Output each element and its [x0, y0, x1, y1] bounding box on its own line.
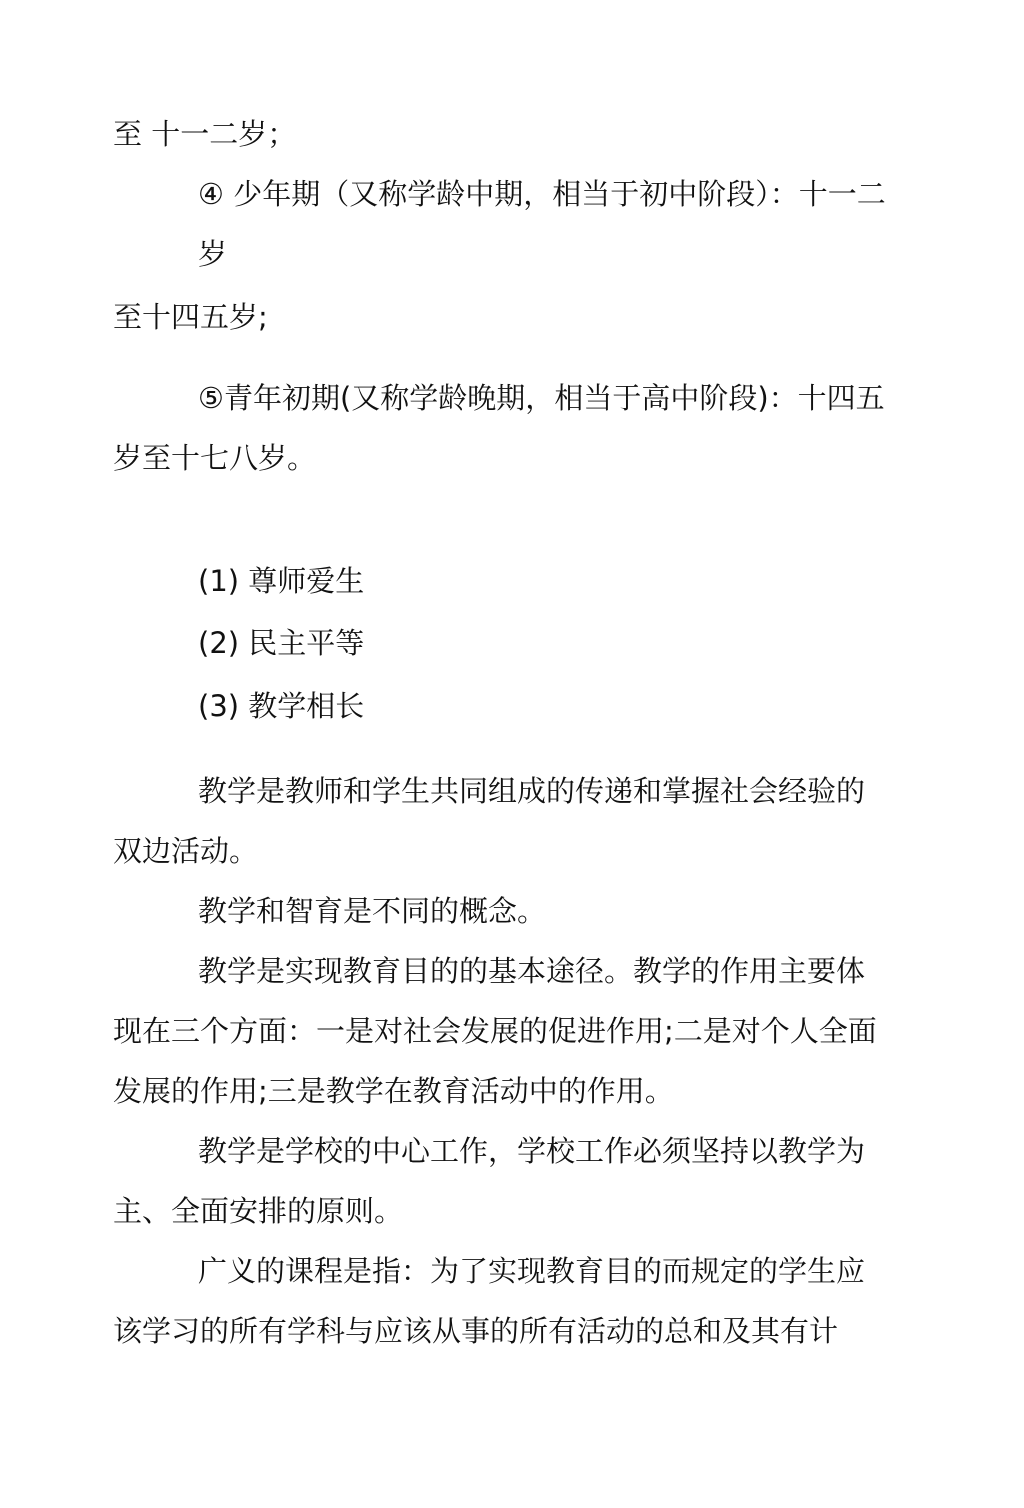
list-item-3: (3) 教学相长	[198, 689, 365, 723]
paragraph-teaching-definition-cont: 双边活动。	[113, 834, 259, 868]
text-line-adolescence-range: 至十四五岁;	[113, 300, 268, 334]
paragraph-teaching-vs-intellect: 教学和智育是不同的概念。	[198, 894, 547, 928]
text-line-early-youth-range: 岁至十七八岁。	[113, 441, 317, 475]
paragraph-teaching-role-cont-2: 发展的作用;三是教学在教育活动中的作用。	[113, 1074, 674, 1108]
text-line-age-range-end: 至 十一二岁；	[113, 117, 297, 151]
list-item-2: (2) 民主平等	[198, 626, 365, 660]
paragraph-curriculum-definition: 广义的课程是指：为了实现教育目的而规定的学生应	[198, 1254, 866, 1288]
paragraph-teaching-role-cont-1: 现在三个方面：一是对社会发展的促进作用;二是对个人全面	[113, 1014, 877, 1048]
paragraph-school-center: 教学是学校的中心工作，学校工作必须坚持以教学为	[198, 1134, 866, 1168]
text-line-adolescence-cont: 岁	[198, 237, 228, 271]
paragraph-teaching-definition: 教学是教师和学生共同组成的传递和掌握社会经验的	[198, 774, 866, 808]
text-line-early-youth: ⑤青年初期(又称学龄晚期，相当于高中阶段)：十四五	[198, 381, 885, 415]
paragraph-teaching-role: 教学是实现教育目的的基本途径。教学的作用主要体	[198, 954, 866, 988]
list-item-1: (1) 尊师爱生	[198, 564, 365, 598]
paragraph-school-center-cont: 主、全面安排的原则。	[113, 1194, 404, 1228]
paragraph-curriculum-definition-cont: 该学习的所有学科与应该从事的所有活动的总和及其有计	[113, 1314, 839, 1348]
text-line-adolescence: ④ 少年期（又称学龄中期，相当于初中阶段）：十一二	[198, 177, 886, 211]
